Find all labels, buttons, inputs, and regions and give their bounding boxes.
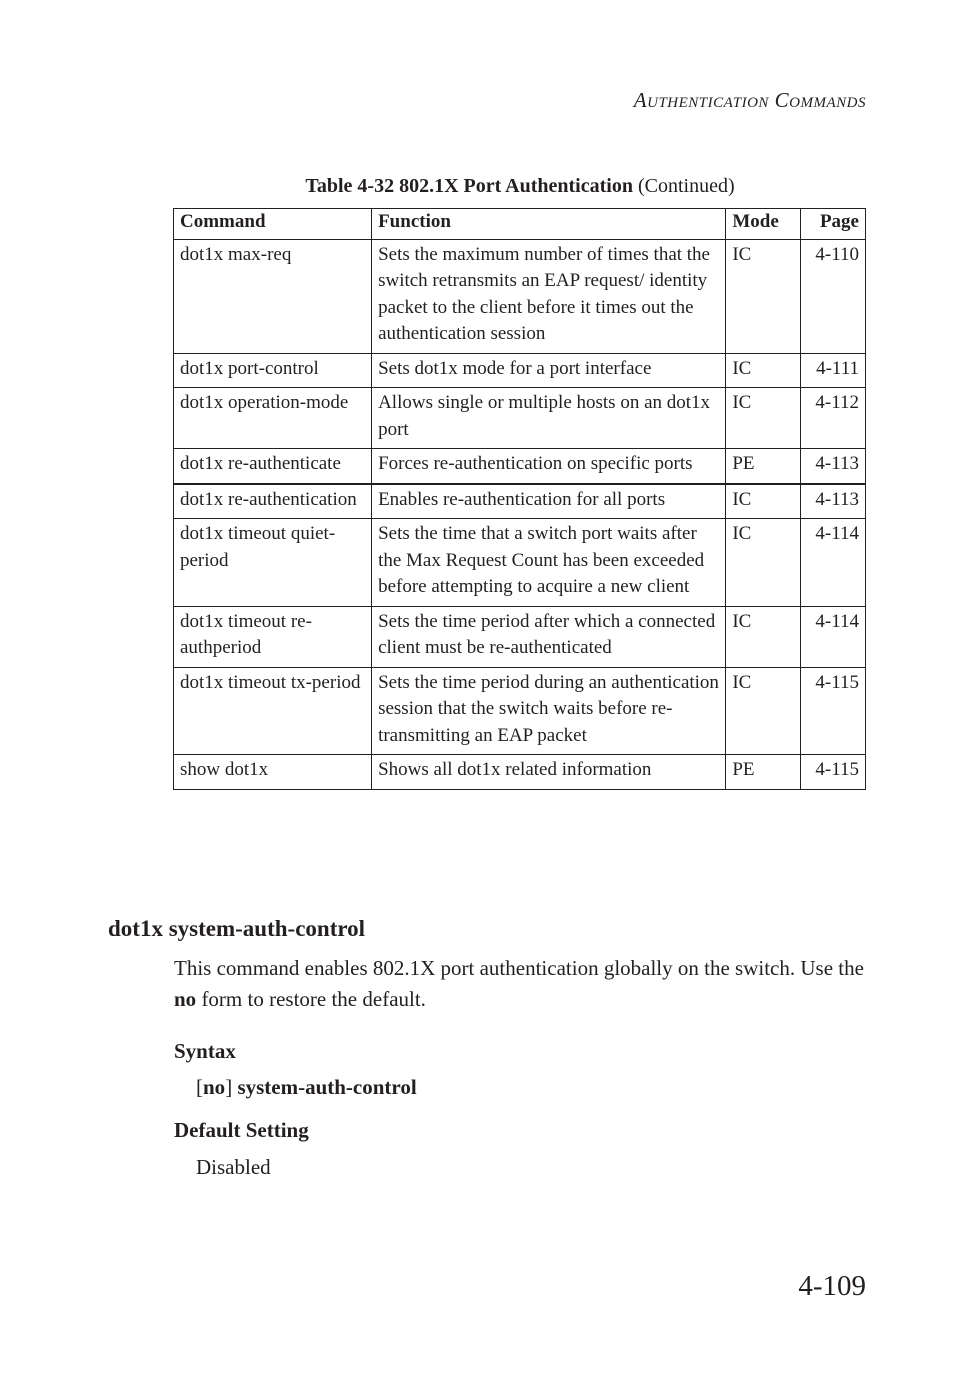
syntax-command: system-auth-control: [237, 1075, 417, 1099]
table-header-row: [174, 209, 866, 240]
cell-mode: IC: [726, 388, 801, 449]
page-number: 4-109: [798, 1270, 866, 1302]
description-text-2: form to restore the default.: [201, 987, 426, 1011]
cell-page: 4-115: [801, 755, 866, 790]
cell-mode: PE: [726, 755, 801, 790]
cell-command: dot1x re-authentication: [174, 484, 372, 519]
table-row: [174, 484, 866, 519]
cell-function: Sets the time that a switch port waits after the Max Request Count has been exceeded before attempting to acquire a new client: [372, 519, 726, 607]
syntax-keyword-no: no: [203, 1075, 226, 1099]
cell-function: Sets the time period after which a connected client must be re-authenticated: [372, 606, 726, 667]
table-row: [174, 449, 866, 484]
syntax-bracket-close: ]: [225, 1075, 233, 1099]
table-row: [174, 667, 866, 755]
cell-mode: IC: [726, 519, 801, 607]
section-heading: dot1x system-auth-control: [108, 916, 366, 941]
default-setting-value: Disabled: [196, 1155, 271, 1179]
table-row: [174, 755, 866, 790]
description-text-1: This command enables 802.1X port authentication globally on the switch. Use the: [174, 956, 864, 980]
cell-command: show dot1x: [174, 755, 372, 790]
command-description: [174, 953, 874, 1015]
cell-function: Enables re-authentication for all ports: [372, 484, 726, 519]
table-row: [174, 606, 866, 667]
table-row: [174, 519, 866, 607]
table-row: [174, 388, 866, 449]
cell-page: 4-112: [801, 388, 866, 449]
running-header: Authentication Commands: [633, 88, 866, 112]
column-header-page: Page: [801, 209, 866, 240]
command-table: [173, 208, 866, 790]
cell-function: Shows all dot1x related information: [372, 755, 726, 790]
cell-command: dot1x re-authenticate: [174, 449, 372, 484]
cell-mode: PE: [726, 449, 801, 484]
table-row: [174, 353, 866, 388]
syntax-label: Syntax: [174, 1039, 236, 1063]
cell-function: Sets dot1x mode for a port interface: [372, 353, 726, 388]
cell-page: 4-114: [801, 519, 866, 607]
cell-function: Allows single or multiple hosts on an dot1x port: [372, 388, 726, 449]
cell-mode: IC: [726, 606, 801, 667]
cell-mode: IC: [726, 353, 801, 388]
default-setting-label: Default Setting: [174, 1118, 309, 1142]
syntax-line: [196, 1075, 417, 1100]
syntax-bracket-open: [: [196, 1075, 203, 1099]
cell-function: Sets the maximum number of times that the switch retransmits an EAP request/ identity packet to the client before it times out the authentication session: [372, 239, 726, 353]
column-header-mode: Mode: [726, 209, 801, 240]
cell-function: Sets the time period during an authentication session that the switch waits before re-transmitting an EAP packet: [372, 667, 726, 755]
table-caption-suffix: (Continued): [637, 175, 735, 197]
cell-page: 4-114: [801, 606, 866, 667]
cell-page: 4-111: [801, 353, 866, 388]
cell-page: 4-113: [801, 484, 866, 519]
cell-page: 4-115: [801, 667, 866, 755]
cell-page: 4-113: [801, 449, 866, 484]
column-header-command: Command: [174, 209, 372, 240]
table-row: [174, 239, 866, 353]
cell-command: dot1x max-req: [174, 239, 372, 353]
column-header-function: Function: [372, 209, 726, 240]
description-keyword-no: no: [174, 987, 197, 1011]
cell-function: Forces re-authentication on specific ports: [372, 449, 726, 484]
cell-command: dot1x operation-mode: [174, 388, 372, 449]
cell-command: dot1x port-control: [174, 353, 372, 388]
cell-page: 4-110: [801, 239, 866, 353]
cell-command: dot1x timeout tx-period: [174, 667, 372, 755]
cell-command: dot1x timeout quiet-period: [174, 519, 372, 607]
cell-mode: IC: [726, 484, 801, 519]
cell-mode: IC: [726, 667, 801, 755]
table-caption: [174, 175, 866, 198]
table-caption-label: Table 4-32 802.1X Port Authentication: [305, 175, 633, 197]
cell-mode: IC: [726, 239, 801, 353]
cell-command: dot1x timeout re-authperiod: [174, 606, 372, 667]
